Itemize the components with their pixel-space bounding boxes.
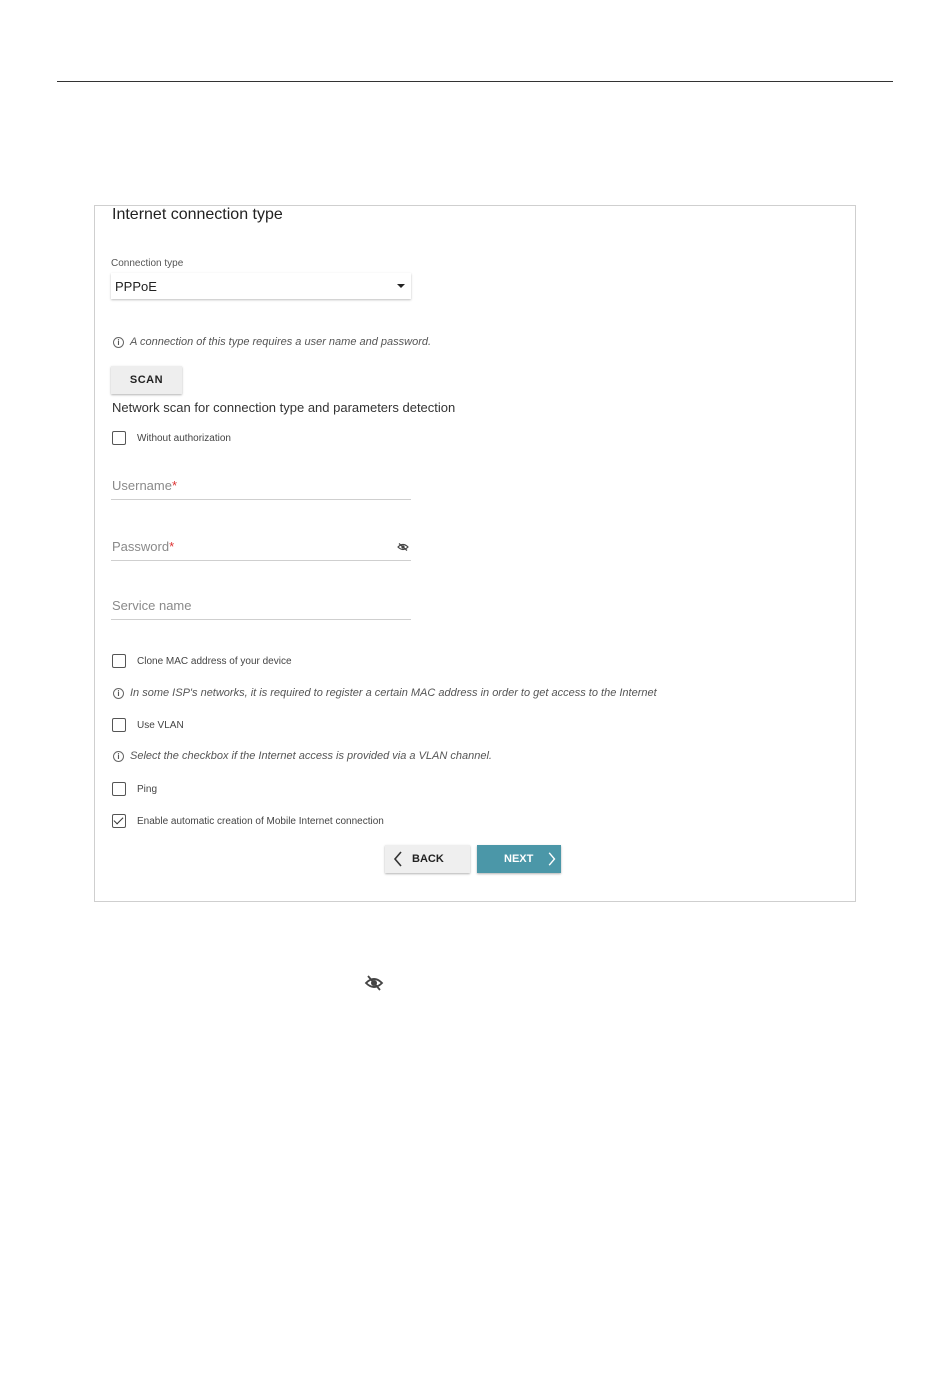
username-label: Username* (112, 478, 178, 493)
use-vlan-row[interactable] (112, 718, 184, 732)
mobile-auto-row[interactable] (112, 814, 384, 828)
without-authorization-label: Without authorization (137, 432, 231, 444)
clone-mac-checkbox[interactable] (112, 654, 126, 668)
ping-row[interactable] (112, 782, 157, 796)
password-label: Password* (112, 539, 175, 554)
mobile-auto-label: Enable automatic creation of Mobile Internet connection (137, 815, 384, 827)
mobile-auto-checkbox[interactable] (112, 814, 126, 828)
connection-info-text: A connection of this type requires a user name and password. (130, 336, 432, 348)
eye-off-icon[interactable] (397, 543, 409, 551)
back-button-label: BACK (412, 853, 444, 865)
scan-button[interactable]: SCAN (111, 366, 182, 394)
clone-mac-row[interactable] (112, 654, 292, 668)
connection-type-label: Connection type (111, 258, 184, 269)
eye-off-icon (364, 975, 384, 991)
clone-mac-info-text: In some ISP's networks, it is required to register a certain MAC address in order to get access to the Internet (130, 687, 657, 699)
use-vlan-label: Use VLAN (137, 719, 184, 731)
internet-connection-panel (94, 205, 856, 902)
chevron-down-icon (397, 284, 405, 288)
next-button-label: NEXT (504, 853, 534, 865)
ping-label: Ping (137, 783, 158, 795)
panel-title: Internet connection type (112, 206, 283, 223)
connection-type-value: PPPoE (115, 279, 157, 294)
scan-description: Network scan for connection type and parameters detection (112, 400, 456, 415)
info-icon: i (113, 688, 124, 699)
chevron-left-icon (389, 849, 409, 869)
service-name-label: Service name (112, 598, 192, 613)
connection-info (113, 336, 431, 348)
service-name-field[interactable] (111, 590, 411, 620)
ping-checkbox[interactable] (112, 782, 126, 796)
info-icon: i (113, 751, 124, 762)
next-button[interactable] (477, 845, 561, 873)
password-field[interactable] (111, 531, 411, 561)
clone-mac-info (113, 687, 657, 699)
use-vlan-checkbox[interactable] (112, 718, 126, 732)
vlan-info-text: Select the checkbox if the Internet access is provided via a VLAN channel. (130, 750, 492, 762)
username-field[interactable] (111, 470, 411, 500)
vlan-info (113, 750, 492, 762)
chevron-right-icon (543, 849, 561, 869)
page-header-rule (57, 81, 893, 82)
without-authorization-row[interactable] (112, 431, 231, 445)
clone-mac-label: Clone MAC address of your device (137, 655, 292, 667)
back-button[interactable] (385, 845, 470, 873)
without-authorization-checkbox[interactable] (112, 431, 126, 445)
info-icon: i (113, 337, 124, 348)
connection-type-select[interactable] (111, 273, 411, 299)
